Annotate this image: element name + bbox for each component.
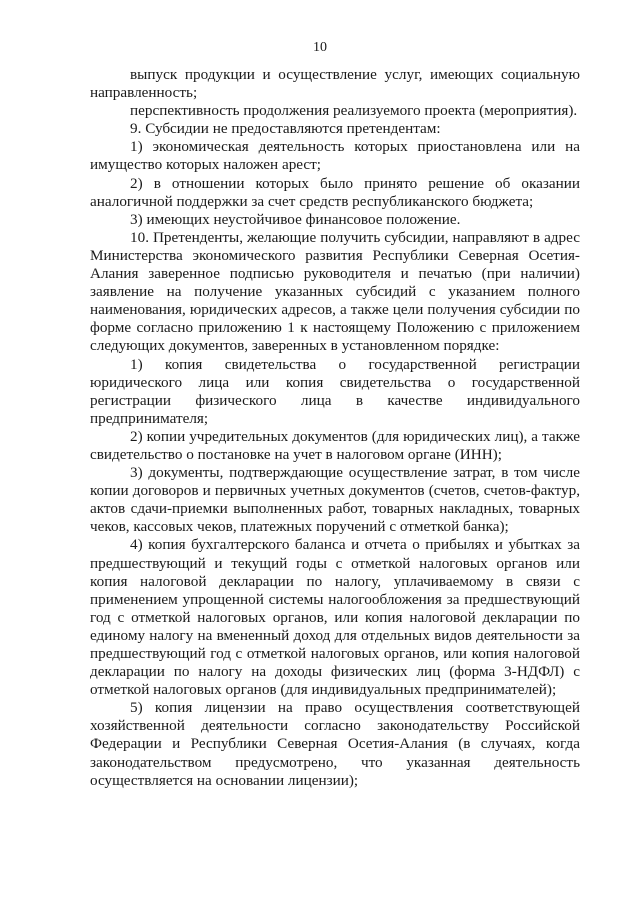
list-item: 1) экономическая деятельность которых приостановлена или на имущество которых наложен арест; <box>90 138 580 174</box>
paragraph-section-10: 10. Претенденты, желающие получить субсидии, направляют в адрес Министерства экономического развития Республики Северная Осетия-Алания заверенное подписью руководителя и печатью (при наличии) заявление на получение указанных субсидий с указанием полного наименования, юридических адресов, а также цели получения субсидии по форме согласно приложению 1 к настоящему Положению с приложением следующих документов, заверенных в установленном порядке: <box>90 228 580 355</box>
paragraph-section-9: 9. Субсидии не предоставляются претендентам: <box>130 120 441 138</box>
document-body <box>90 66 580 790</box>
list-item: 5) копия лицензии на право осуществления соответствующей хозяйственной деятельности согласно законодательству Российской Федерации и Республики Северная Осетия-Алания (в случаях, когда законодательством предусмотрено, что указанная деятельность осуществляется на основании лицензии); <box>90 699 580 789</box>
paragraph: перспективность продолжения реализуемого проекта (мероприятия). <box>130 102 578 120</box>
list-item: 3) имеющих неустойчивое финансовое положение. <box>130 210 461 228</box>
list-item: 4) копия бухгалтерского баланса и отчета о прибылях и убытках за предшествующий и текущий годы с отметкой налоговых органов или копия налоговой декларации по налогу, уплачиваемому в связи с применением упрощенной системы налогообложения за предшествующий год с отметкой налоговых органов, или копия налоговой декларации по единому налогу на вмененный доход для отдельных видов деятельности за предшествующий год с отметкой налоговых органов, или копия налоговой декларации по налогу на доходы физических лиц (форма 3-НДФЛ) с отметкой налоговых органов (для индивидуальных предпринимателей); <box>90 536 580 699</box>
list-item: 2) в отношении которых было принято решение об оказании аналогичной поддержки за счет средств республиканского бюджета; <box>90 174 580 210</box>
list-item: 1) копия свидетельства о государственной регистрации юридического лица или копия свидетельства о государственной регистрации физического лица в качестве индивидуального предпринимателя; <box>90 355 580 427</box>
paragraph-continuation: выпуск продукции и осуществление услуг, имеющих социальную направленность; <box>90 66 580 102</box>
list-item: 2) копии учредительных документов (для юридических лиц), а также свидетельство о постановке на учет в налоговом органе (ИНН); <box>90 427 580 463</box>
list-item: 3) документы, подтверждающие осуществление затрат, в том числе копии договоров и первичных учетных документов (счетов, счетов-фактур, актов сдачи-приемки выполненных работ, товарных накладных, товарных чеков, кассовых чеков, платежных поручений с отметкой банка); <box>90 464 580 536</box>
page-number: 10 <box>313 40 327 55</box>
